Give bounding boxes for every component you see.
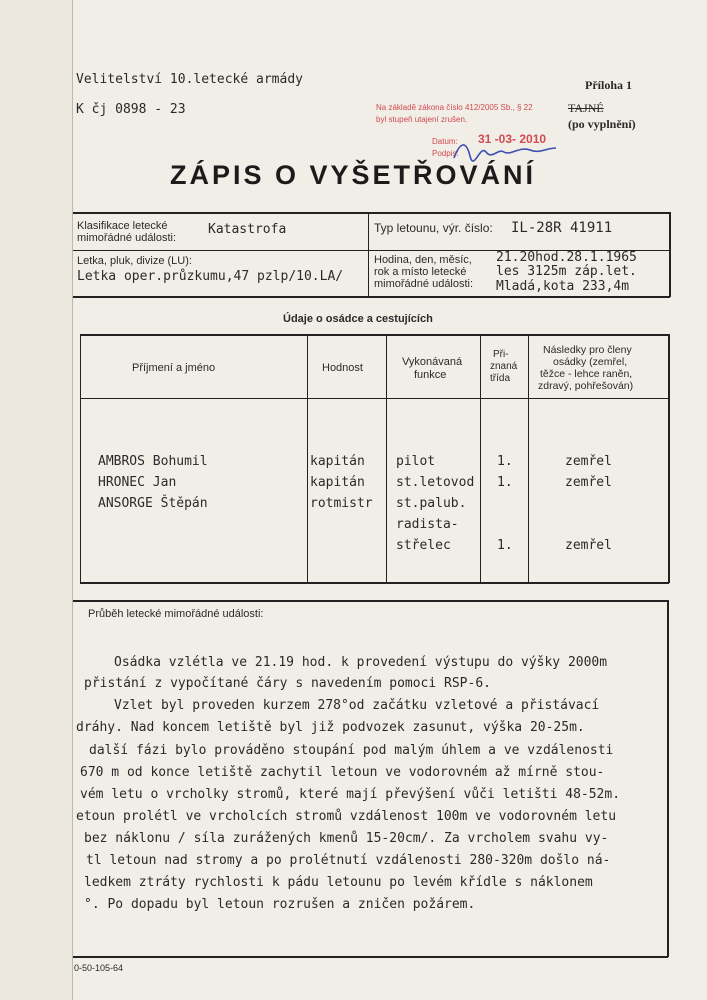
header-result-2: osádky (zemřel,: [553, 356, 628, 368]
form-bottom-border: [73, 296, 670, 298]
crew-rank: kapitán: [310, 475, 365, 490]
narrative-line: 670 m od konce letiště zachytil letoun ve vodorovném až mírně stou-: [80, 765, 605, 780]
narrative-line: tl letoun nad stromy a po prolétnutí vzdálenosti 280-320m došlo ná-: [86, 853, 611, 868]
header-rank: Hodnost: [322, 362, 363, 374]
footer-form-code: 0-50-105-64: [74, 963, 124, 973]
narrative-bottom-border: [73, 956, 668, 958]
unit-label: Letka, pluk, divize (LU):: [77, 255, 192, 267]
crew-rank: kapitán: [310, 454, 365, 469]
narrative-line: °. Po dopadu byl letoun rozrušen a zničen požárem.: [84, 897, 476, 912]
crew-result: zemřel: [565, 475, 612, 490]
crew-table-header-bottom: [80, 398, 669, 399]
header-result-4: zdravý, pohřešován): [538, 380, 634, 392]
stamp-sign-label: Podpis:: [432, 149, 459, 158]
crew-function: st.letovod: [396, 475, 475, 490]
form-divider: [368, 212, 369, 297]
time-value-3: Mladá,kota 233,4m: [496, 279, 630, 294]
crew-col-line-4: [528, 334, 529, 583]
crew-class: 1.: [497, 454, 513, 469]
reference-number: K čj 0898 - 23: [76, 102, 186, 117]
crew-table-top: [80, 334, 669, 336]
header-result-1: Následky pro členy: [543, 344, 632, 356]
header-guilt-2: znaná: [490, 361, 518, 372]
narrative-line: dráhy. Nad koncem letiště byl již podvozek zasunut, výška 20-25m.: [76, 720, 585, 735]
document-title: ZÁPIS O VYŠETŘOVÁNÍ: [170, 160, 537, 190]
aircraft-value: IL-28R 41911: [511, 220, 613, 236]
crew-function: pilot: [396, 454, 436, 469]
time-label-2: rok a místo letecké: [374, 266, 467, 278]
unit-heading: Velitelství 10.letecké armády: [76, 72, 303, 87]
time-label-1: Hodina, den, měsíc,: [374, 254, 472, 266]
crew-table-bottom: [80, 582, 669, 584]
header-result-3: těžce - lehce raněn,: [540, 368, 633, 380]
crew-result: zemřel: [565, 538, 612, 553]
narrative-line: ledkem ztráty rychlosti k pádu letounu po levém křídle s náklonem: [84, 875, 593, 890]
narrative-line: další fázi bylo prováděno stoupání pod malým úhlem a ve vzdálenosti: [89, 743, 614, 758]
time-value-2: les 3125m záp.let.: [496, 264, 637, 279]
crew-rank: rotmistr: [310, 496, 373, 511]
classification-label-1: Klasifikace letecké: [77, 220, 168, 232]
stamp-date-value: 31 -03- 2010: [478, 132, 547, 146]
time-value-1: 21.20hod.28.1.1965: [496, 250, 637, 265]
crew-name: ANSORGE Štěpán: [98, 496, 208, 511]
crew-col-line-2: [386, 334, 387, 583]
classification-mark: TAJNÉ: [568, 101, 604, 115]
form-right-border: [669, 212, 671, 297]
crew-name: HRONEC Jan: [98, 475, 177, 490]
header-guilt-1: Při-: [493, 349, 509, 360]
declassification-stamp-line1: Na základě zákona číslo 412/2005 Sb., § 22: [376, 103, 533, 112]
crew-col-line-1: [307, 334, 308, 583]
classification-value: Katastrofa: [208, 222, 287, 237]
crew-function: radista-: [396, 517, 459, 532]
narrative-line: Vzlet byl proveden kurzem 278°od začátku vzletové a přistávací: [114, 698, 600, 713]
header-function-1: Vykonávaná: [402, 356, 463, 368]
time-label-3: mimořádné události:: [374, 278, 474, 290]
narrative-line: Osádka vzlétla ve 21.19 hod. k provedení výstupu do výšky 2000m: [114, 655, 608, 670]
stamp-date-label: Datum:: [432, 137, 458, 146]
attachment-label: Příloha 1: [585, 78, 632, 92]
crew-function: st.palub.: [396, 496, 467, 511]
after-fill-note: (po vyplnění): [568, 117, 636, 131]
aircraft-label: Typ letounu, výr. číslo:: [374, 221, 493, 235]
crew-result: zemřel: [565, 454, 612, 469]
narrative-line: přistání z vypočítané čáry s navedením pomoci RSP-6.: [84, 676, 491, 691]
narrative-line: vém letu o vrcholky stromů, které mají převýšení vůči letišti 48-52m.: [80, 787, 621, 802]
header-function-2: funkce: [414, 369, 447, 381]
narrative-top-border: [73, 600, 668, 602]
crew-class: 1.: [497, 475, 513, 490]
crew-class: 1.: [497, 538, 513, 553]
narrative-right-border: [667, 600, 669, 957]
narrative-line: bez náklonu / síla zurážených kmenů 15-20cm/. Za vrcholem svahu vy-: [84, 831, 609, 846]
classification-label-2: mimořádné události:: [77, 232, 177, 244]
crew-col-line-3: [480, 334, 481, 583]
header-name: Příjmení a jméno: [132, 362, 216, 374]
crew-col-line-0: [80, 334, 81, 583]
crew-function: střelec: [396, 538, 451, 553]
header-guilt-3: třída: [490, 373, 511, 384]
crew-table-caption: Údaje o osádce a cestujících: [283, 313, 433, 325]
narrative-line: etoun prolétl ve vrcholcích stromů vzdálenost 100m ve vodorovném letu: [76, 809, 617, 824]
crew-col-line-5: [668, 334, 670, 583]
left-page-strip: [0, 0, 73, 1000]
declassification-stamp-line2: byl stupeň utajení zrušen.: [376, 115, 468, 124]
narrative-label: Průběh letecké mimořádné události:: [88, 608, 264, 620]
form-top-border: [73, 212, 670, 214]
crew-name: AMBROS Bohumil: [98, 454, 208, 469]
unit-value: Letka oper.průzkumu,47 pzlp/10.LA/: [77, 269, 344, 284]
